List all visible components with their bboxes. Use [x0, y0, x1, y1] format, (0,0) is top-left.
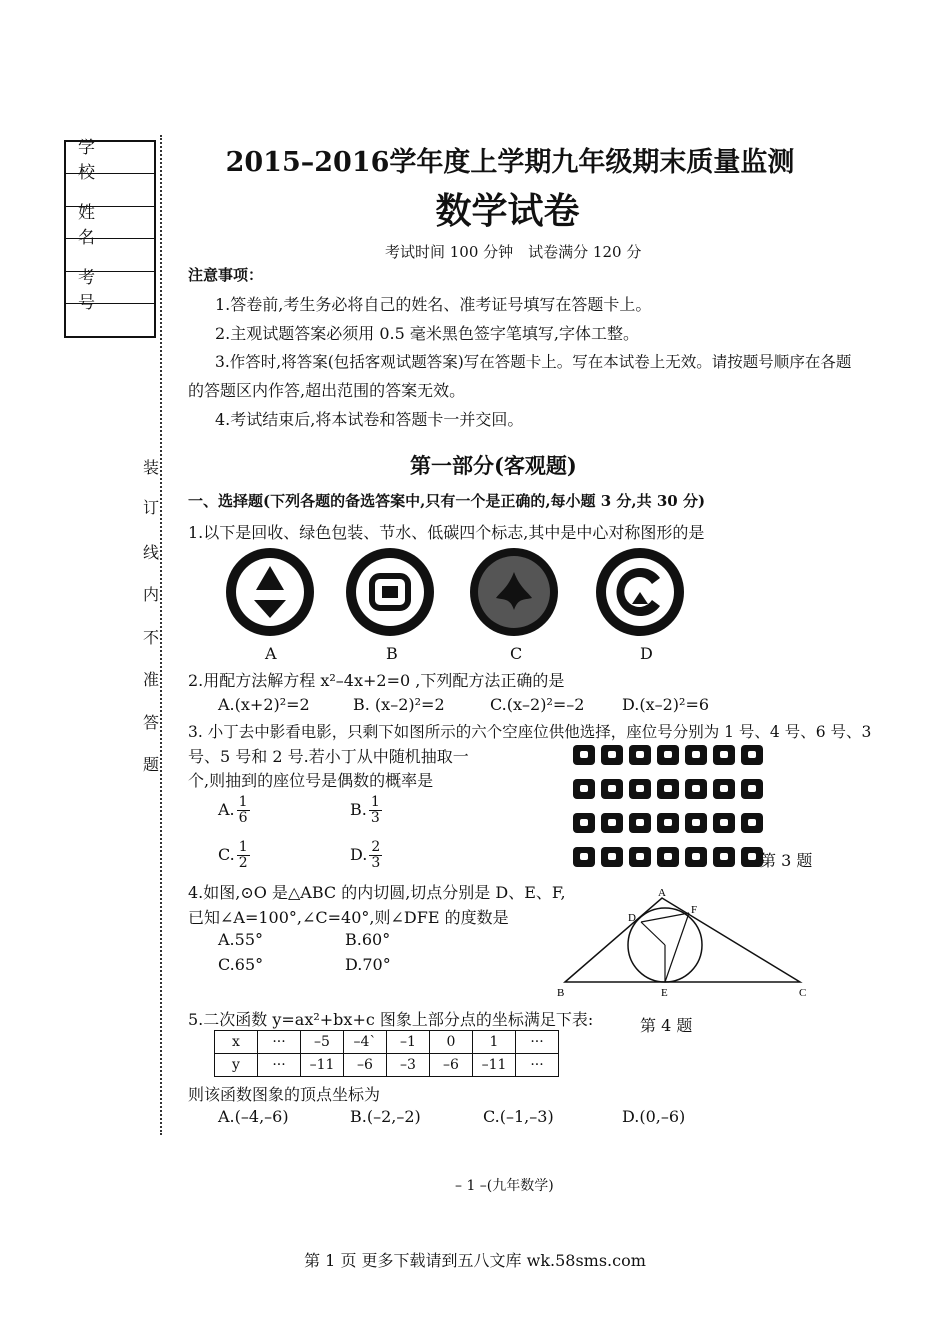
seat: [685, 745, 707, 765]
seat: [713, 813, 735, 833]
note-4: 4.考试结束后,将本试卷和答题卡一并交回。: [215, 410, 524, 429]
seal-char: 不: [143, 628, 160, 647]
q3-option-d: D. $\frac{2}{3}$: [350, 839, 381, 871]
seat: [657, 847, 679, 867]
q1-stem: 1.以下是回收、绿色包装、节水、低碳四个标志,其中是中心对称图形的是: [188, 523, 705, 542]
recycle-logo-icon: [226, 548, 314, 636]
exam-number-label: 考 号: [66, 272, 154, 304]
segment-fe: [665, 913, 689, 982]
segment-df: [641, 913, 689, 922]
table-cell: ···: [258, 1031, 301, 1054]
q3-line-3: 个,则抽到的座位号是偶数的概率是: [188, 771, 434, 790]
q5-option-a: A.(–4,–6): [218, 1107, 289, 1126]
q1-label-b: B: [386, 644, 398, 663]
seat: [713, 779, 735, 799]
name-label: 姓 名: [66, 207, 154, 239]
table-cell: –11: [473, 1054, 516, 1077]
q5-value-table: [214, 1030, 559, 1077]
point-e-label: E: [661, 987, 668, 999]
seat: [573, 745, 595, 765]
note-3a: 3.作答时,将答案(包括客观试题答案)写在答题卡上。写在本试卷上无效。请按题号顺序在各题: [215, 353, 852, 371]
note-3b: 的答题区内作答,超出范围的答案无效。: [188, 381, 466, 400]
q4-option-c: C.65°: [218, 955, 264, 974]
table-cell: y: [215, 1054, 258, 1077]
q3-line-1: 3. 小丁去中影看电影，只剩下如图所示的六个空座位供他选择，座位号分别为 1 号、4 号、6 号、3: [188, 723, 872, 741]
table-cell: ···: [258, 1054, 301, 1077]
part-heading: 一、选择题(下列各题的备选答案中,只有一个是正确的,每小题 3 分,共 30 分): [188, 492, 706, 510]
seat: [741, 745, 763, 765]
seat: [657, 745, 679, 765]
table-cell: –6: [344, 1054, 387, 1077]
q4-line-2: 已知∠A=100°,∠C=40°,则∠DFE 的度数是: [188, 908, 509, 927]
page-number: – 1 –(九年数学): [455, 1178, 554, 1194]
green-package-logo-icon: [346, 548, 434, 636]
table-cell: ···: [516, 1031, 559, 1054]
q5-ask: 则该函数图象的顶点坐标为: [188, 1085, 381, 1104]
exam-subtitle: 数学试卷: [435, 190, 580, 232]
q5-option-b: B.(–2,–2): [350, 1107, 421, 1126]
seat: [657, 813, 679, 833]
low-carbon-logo-icon: [596, 548, 684, 636]
triangle-incircle-figure: [555, 888, 815, 1003]
table-row: [215, 1031, 559, 1054]
q2-stem: 2.用配方法解方程 x²–4x+2=0 ,下列配方法正确的是: [188, 671, 565, 690]
seat: [713, 745, 735, 765]
seat: [741, 779, 763, 799]
notes-heading: 注意事项：: [188, 266, 264, 284]
q4-figure-label: 第 4 题: [640, 1016, 693, 1035]
binding-line: [160, 135, 162, 1135]
seal-char: 答: [143, 713, 160, 732]
q3-figure-label: 第 3 题: [760, 851, 813, 870]
seat: [629, 745, 651, 765]
seat: [601, 779, 623, 799]
seat: [573, 813, 595, 833]
seal-char: 准: [143, 670, 160, 689]
water-saving-logo-icon: [470, 548, 558, 636]
table-cell: 1: [473, 1031, 516, 1054]
q2-option-c: C.(x–2)²=–2: [490, 695, 585, 714]
q3-option-c: C. $\frac{1}{2}$: [218, 839, 248, 871]
point-a-label: A: [658, 888, 666, 899]
seat: [657, 779, 679, 799]
q3-line-2: 号、5 号和 2 号.若小丁从中随机抽取一: [188, 747, 469, 766]
q4-option-a: A.55°: [218, 930, 263, 949]
note-2: 2.主观试题答案必须用 0.5 毫米黑色签字笔填写,字体工整。: [215, 324, 639, 343]
exam-meta: 考试时间 100 分钟 试卷满分 120 分: [385, 243, 642, 261]
table-cell: –11: [301, 1054, 344, 1077]
table-row: [215, 1054, 559, 1077]
segment-od: [641, 922, 665, 945]
seat: [629, 779, 651, 799]
q3-option-a: A. $\frac{1}{6}$: [218, 794, 248, 826]
seat: [685, 813, 707, 833]
q2-option-a: A.(x+2)²=2: [218, 695, 310, 714]
q5-option-d: D.(0,–6): [622, 1107, 686, 1126]
q4-line-1: 4.如图,⊙O 是△ABC 的内切圆,切点分别是 D、E、F,: [188, 883, 566, 902]
exam-title: 2015–2016学年度上学期九年级期末质量监测: [225, 147, 795, 178]
seat: [685, 779, 707, 799]
seal-char: 订: [143, 498, 160, 517]
seat: [601, 847, 623, 867]
page-footer: 第 1 页 更多下载请到五八文库 wk.58sms.com: [304, 1251, 646, 1270]
q2-option-d: D.(x–2)²=6: [622, 695, 710, 714]
table-cell: x: [215, 1031, 258, 1054]
q4-option-b: B.60°: [345, 930, 391, 949]
table-cell: –1: [387, 1031, 430, 1054]
point-f-label: F: [691, 904, 698, 916]
table-cell: –5: [301, 1031, 344, 1054]
seat: [741, 813, 763, 833]
seat: [601, 745, 623, 765]
seat: [629, 847, 651, 867]
seat: [713, 847, 735, 867]
point-d-label: D: [628, 912, 636, 924]
table-cell: –3: [387, 1054, 430, 1077]
q4-option-d: D.70°: [345, 955, 391, 974]
seat: [573, 847, 595, 867]
seat: [573, 779, 595, 799]
school-label: 学 校: [66, 142, 154, 174]
table-cell: ···: [516, 1054, 559, 1077]
table-cell: –4`: [344, 1031, 387, 1054]
seal-char: 装: [143, 458, 160, 477]
seal-char: 内: [143, 585, 160, 604]
point-b-label: B: [557, 987, 565, 999]
q5-stem: 5.二次函数 y=ax²+bx+c 图象上部分点的坐标满足下表:: [188, 1010, 594, 1029]
q2-option-b: B. (x–2)²=2: [353, 695, 445, 714]
table-cell: –6: [430, 1054, 473, 1077]
seat: [685, 847, 707, 867]
q5-option-c: C.(–1,–3): [483, 1107, 554, 1126]
seat-figure: [573, 745, 763, 867]
q1-label-a: A: [265, 644, 277, 663]
point-c-label: C: [799, 987, 807, 999]
triangle-abc: [565, 898, 800, 982]
seat: [601, 813, 623, 833]
section-title: 第一部分(客观题): [410, 453, 577, 478]
q1-label-c: C: [510, 644, 523, 663]
q3-option-b: B. $\frac{1}{3}$: [350, 794, 380, 826]
table-cell: 0: [430, 1031, 473, 1054]
seat: [629, 813, 651, 833]
seal-char: 线: [143, 543, 160, 562]
seal-char: 题: [143, 755, 160, 774]
note-1: 1.答卷前,考生务必将自己的姓名、准考证号填写在答题卡上。: [215, 295, 652, 314]
q1-label-d: D: [640, 644, 653, 663]
